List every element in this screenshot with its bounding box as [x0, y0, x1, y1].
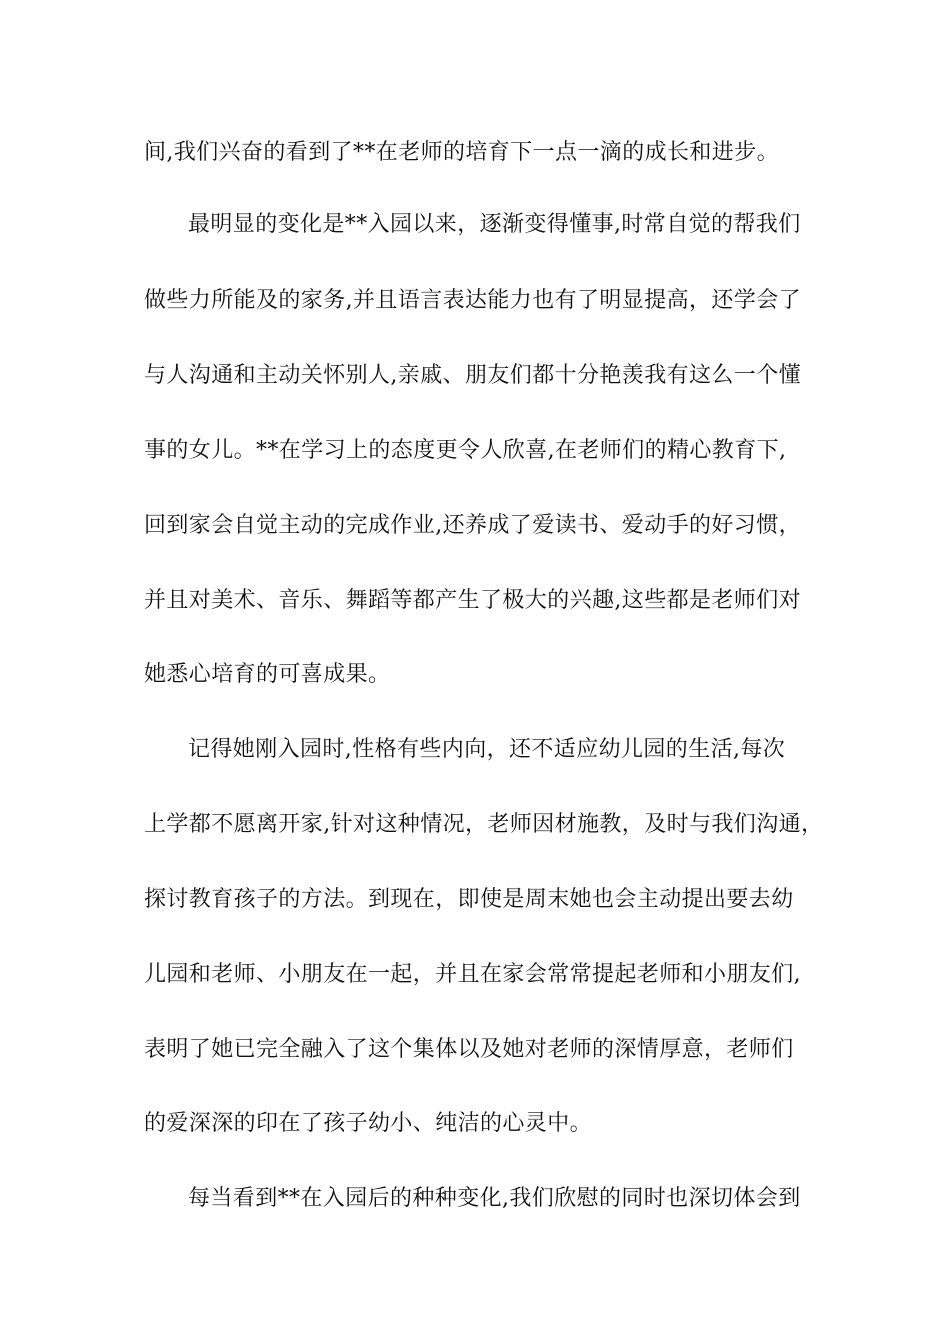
text-line: 回到家会自觉主动的完成作业,还养成了爱读书、爱动手的好习惯，	[144, 513, 801, 538]
text-line: 表明了她已完全融入了这个集体以及她对老师的深情厚意，老师们	[144, 1037, 794, 1062]
text-line: 儿园和老师、小朋友在一起，并且在家会常常提起老师和小朋友们,	[144, 962, 801, 987]
paragraph-start-line: 记得她刚入园时,性格有些内向，还不适应幼儿园的生活,每次	[188, 737, 786, 762]
text-line: 她悉心培育的可喜成果。	[144, 662, 391, 687]
text-line: 做些力所能及的家务,并且语言表达能力也有了明显提高，还学会了	[144, 288, 801, 313]
text-line: 间,我们兴奋的看到了**在老师的培育下一点一滴的成长和进步。	[144, 140, 779, 165]
text-line: 与人沟通和主动关怀别人,亲戚、朋友们都十分艳羡我有这么一个懂	[144, 363, 801, 388]
paragraph-start-line: 每当看到**在入园后的种种变化,我们欣慰的同时也深切体会到	[188, 1186, 801, 1211]
text-line: 的爱深深的印在了孩子幼小、纯洁的心灵中。	[144, 1111, 593, 1136]
text-line: 上学都不愿离开家,针对这种情况，老师因材施教，及时与我们沟通，	[144, 812, 824, 837]
text-line: 并且对美术、音乐、舞蹈等都产生了极大的兴趣,这些都是老师们对	[144, 588, 801, 613]
paragraph-start-line: 最明显的变化是**入园以来，逐渐变得懂事,时常自觉的帮我们	[188, 212, 801, 237]
text-line: 探讨教育孩子的方法。到现在，即使是周末她也会主动提出要去幼	[144, 887, 794, 912]
text-line: 事的女儿。**在学习上的态度更令人欣喜,在老师们的精心教育下,	[144, 438, 787, 463]
